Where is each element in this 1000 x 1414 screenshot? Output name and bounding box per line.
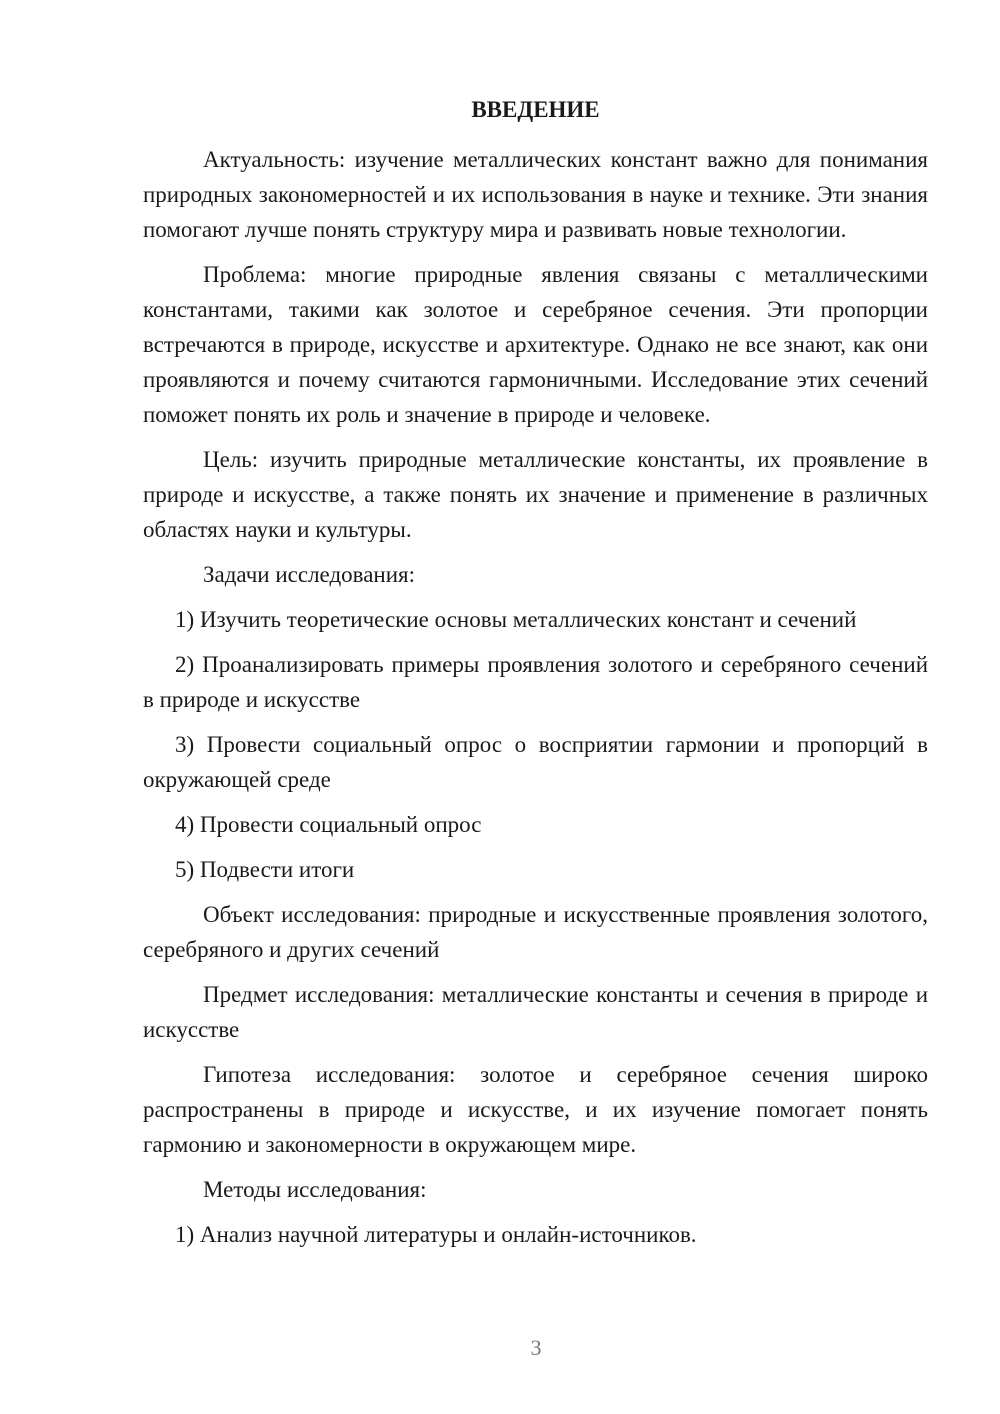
paragraph-goal: Цель: изучить природные металлические константы, их проявление в природе и искусстве, а также понять их значение и применение в различных областях науки и культуры.: [143, 447, 928, 542]
paragraph-relevance: Актуальность: изучение металлических констант важно для понимания природных закономерностей и их использования в науке и технике. Эти знания помогают лучше понять структуру мира и развивать новые технологии.: [143, 147, 928, 242]
paragraph-problem: Проблема: многие природные явления связаны с металлическими константами, такими как золотое и серебряное сечения. Эти пропорции встречаются в природе, искусстве и архитектуре. Однако не все знают, как они проявляются и почему считаются гармоничными. Исследование этих сечений поможет понять их роль и значение в природе и человеке.: [143, 262, 928, 427]
paragraph-hypothesis: Гипотеза исследования: золотое и серебряное сечения широко распространены в природе и искусстве, и их изучение помогает понять гармонию и закономерности в окружающем мире.: [143, 1062, 928, 1157]
list-item-task-2: 2) Проанализировать примеры проявления золотого и серебряного сечений в природе и искусстве: [143, 652, 928, 712]
list-item-task-4: 4) Провести социальный опрос: [175, 812, 482, 837]
paragraph-methods-heading: Методы исследования:: [203, 1177, 427, 1202]
list-item-task-1: 1) Изучить теоретические основы металлических констант и сечений: [175, 607, 857, 632]
page-content: [143, 92, 928, 1262]
paragraph-object: Объект исследования: природные и искусственные проявления золотого, серебряного и других сечений: [143, 902, 928, 962]
list-item-task-5: 5) Подвести итоги: [175, 857, 355, 882]
list-item-method-1: 1) Анализ научной литературы и онлайн-источников.: [175, 1222, 697, 1247]
page-number: 3: [530, 1335, 542, 1360]
paragraph-subject: Предмет исследования: металлические константы и сечения в природе и искусстве: [143, 982, 928, 1042]
paragraph-tasks-heading: Задачи исследования:: [203, 562, 416, 587]
section-title: ВВЕДЕНИЕ: [471, 97, 600, 122]
list-item-task-3: 3) Провести социальный опрос о восприятии гармонии и пропорций в окружающей среде: [143, 732, 928, 792]
